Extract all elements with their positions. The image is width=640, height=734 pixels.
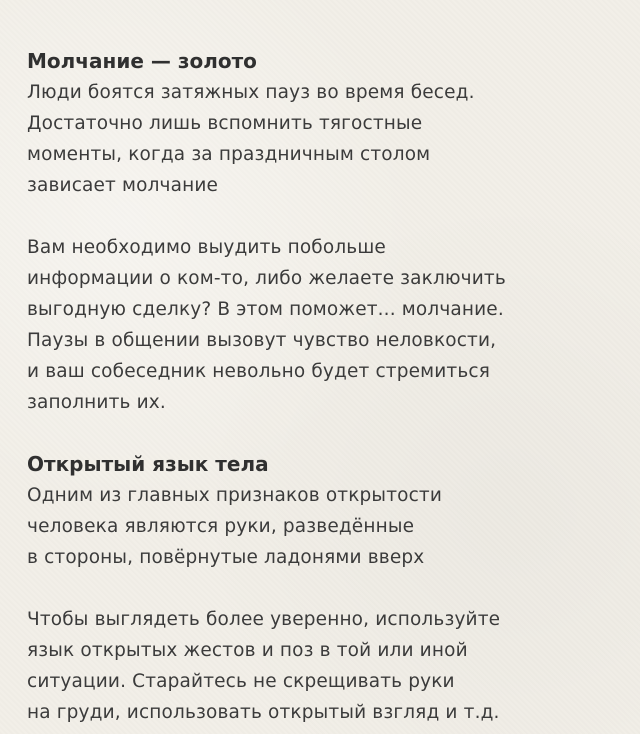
paragraph [27, 232, 620, 418]
text-line: Вам необходимо выудить побольше [27, 237, 386, 258]
text-line: и ваш собеседник невольно будет стремиться [27, 361, 490, 382]
paragraph [27, 77, 620, 201]
text-line: моменты, когда за праздничным столом [27, 144, 431, 165]
text-line: Паузы в общении вызовут чувство неловкости, [27, 330, 497, 351]
section-heading: Молчание — золото [27, 49, 257, 73]
text-line: Чтобы выглядеть более уверенно, используйте [27, 609, 501, 630]
section-heading: Открытый язык тела [27, 452, 269, 476]
section-silence [27, 46, 620, 418]
text-line: Люди боятся затяжных пауз во время бесед. [27, 82, 475, 103]
section-gap [27, 418, 620, 449]
text-line: человека являются руки, разведённые [27, 516, 415, 537]
paragraph [27, 480, 620, 573]
paragraph-gap [27, 573, 620, 604]
text-line: Достаточно лишь вспомнить тягостные [27, 113, 423, 134]
text-line: заполнить их. [27, 392, 166, 413]
paragraph-gap [27, 201, 620, 232]
paragraph [27, 604, 620, 728]
text-line: язык открытых жестов и поз в той или иной [27, 640, 468, 661]
text-line: на груди, использовать открытый взгляд и т.д. [27, 702, 500, 723]
text-line: Одним из главных признаков открытости [27, 485, 443, 506]
text-line: ситуации. Старайтесь не скрещивать руки [27, 671, 455, 692]
text-line: выгодную сделку? В этом поможет... молчание. [27, 299, 504, 320]
text-line: информации о ком-то, либо желаете заключить [27, 268, 506, 289]
text-line: в стороны, повёрнутые ладонями вверх [27, 547, 425, 568]
section-open-body-language [27, 449, 620, 728]
text-line: зависает молчание [27, 175, 219, 196]
